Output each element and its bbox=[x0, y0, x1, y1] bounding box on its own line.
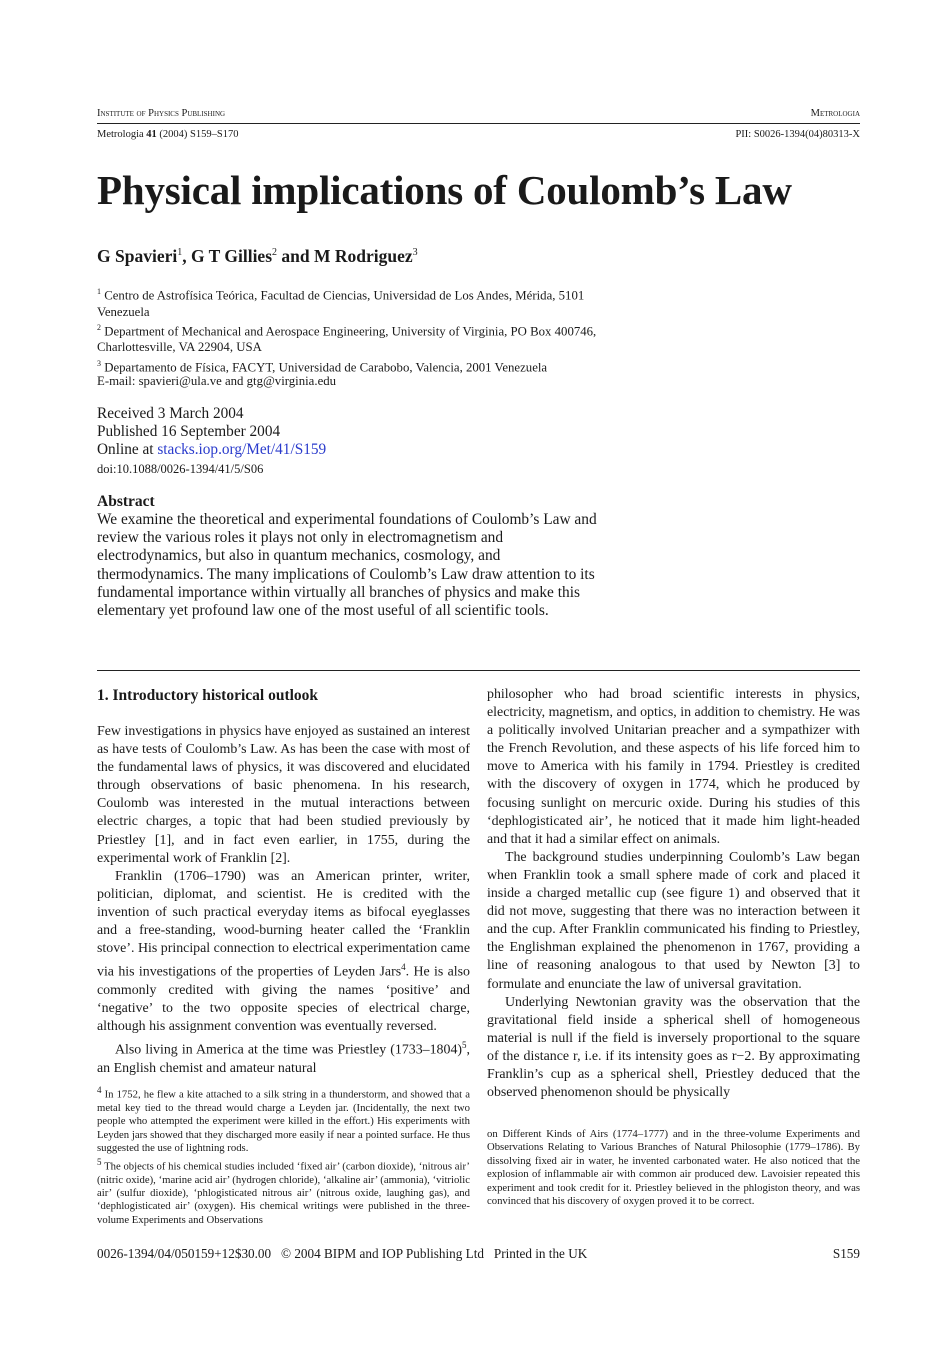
paragraph: Few investigations in physics have enjoyed as sustained an interest as have tests of Coulomb’s Law. As has been the case with most of the fundamental laws of physics, it was discovered and elucidated through observations of basic phenomena. In his research, Coulomb was interested in the mutual interactions between electric charges, a topic that had been studied previously by Priestley [1], and in fact even earlier, in 1755, during the experimental work of Franklin [2]. bbox=[97, 724, 470, 866]
abstract-text: We examine the theoretical and experimental foundations of Coulomb’s Law and review the various roles it plays not only in electromagnetism and electrodynamics, but also in quantum mechanics, cosmology, and thermodynamics. The many implications of Coulomb’s Law draw attention to its fundamental importance within virtually all branches of physics and make this elementary yet profound law one of the most useful of all scientific tools. bbox=[97, 511, 597, 620]
abstract-heading: Abstract bbox=[97, 493, 155, 510]
paragraph: Also living in America at the time was Priestley (1733–1804)$^5$, an English chemist and amateur natural bbox=[97, 1040, 470, 1076]
affiliation: $^1$ Centro de Astrofísica Teórica, Facultad de Ciencias, Universidad de Los Andes, Mérida, 5101 Venezuela bbox=[97, 287, 585, 319]
author-name: M Rodriguez bbox=[313, 246, 413, 266]
citation-volume: 41 bbox=[146, 129, 157, 140]
paragraph: Underlying Newtonian gravity was the observation that the gravitational field inside a spherical shell of homogeneous material is null if the field is inversely proportional to the square of the distance r, i.e. if its intensity goes as r−2. By approximating Franklin’s cup as a spherical shell, Priestley deduced that the observed phenomenon should be physically bbox=[487, 994, 860, 1101]
email-line: E-mail: spavieri@ula.ve and gtg@virginia.edu bbox=[97, 374, 337, 388]
footer-copyright: 0026-1394/04/050159+12$30.00 © 2004 BIPM and IOP Publishing Ltd Printed in the UK bbox=[97, 1246, 588, 1261]
paragraph: The background studies underpinning Coulomb’s Law began when Franklin took a small sphere made of cork and placed it inside a charged metallic cup (see figure 1) and observed that it did not move, suggesting that there was no interaction between it and the cup. After Franklin communicated his finding to Priestley, the Englishman explained the phenomenon in 1767, providing a line of reasoning analogous to that used by Newton [3] to formulate and enunciate the law of universal gravitation. bbox=[487, 849, 860, 992]
pii: PII: S0026-1394(04)80313-X bbox=[735, 129, 860, 140]
paragraph: philosopher who had broad scientific interests in physics, electricity, magnetism, and optics, in addition to chemistry. He was a politically involved Unitarian preacher and a sympathizer with the French Revolution, and these aspects of his life forced him to move to America with his family in 1794. Priestley is credited with the discovery of oxygen in 1774, which he produced by focusing sunlight on mercuric oxide. During his studies of this ‘dephlogisticated air’, he noticed that it made him light-headed and that it had a similar effect on animals. bbox=[487, 687, 860, 847]
affiliation: $^2$ Department of Mechanical and Aerospace Engineering, University of Virginia, PO Box 400746, Charlottesville, VA 22904, USA bbox=[97, 322, 597, 355]
section-heading: 1. Introductory historical outlook bbox=[97, 687, 319, 704]
journal-name: Metrologia bbox=[810, 108, 860, 119]
online-line: Online at stacks.iop.org/Met/41/S159 bbox=[97, 441, 327, 459]
footnotes-left bbox=[97, 1084, 470, 1227]
affiliation: $^3$ Departamento de Física, FACYT, Universidad de Carabobo, Valencia, 2001 Venezuela bbox=[97, 358, 548, 374]
footnotes-right bbox=[487, 1128, 860, 1208]
section-rule bbox=[97, 670, 860, 671]
received-date: Received 3 March 2004 bbox=[97, 405, 244, 422]
doi: doi:10.1088/0026-1394/41/5/S06 bbox=[97, 461, 264, 476]
paragraph: Franklin (1706–1790) was an American printer, writer, politician, diplomat, and scientist. He is credited with the invention of such practical everyday items as bifocal eyeglasses and a free-standing, wood-burning heater called the ‘Franklin stove’. His principal connection to electrical experimentation came via his investigations of the properties of Leyden Jars$^4$. He is also commonly credited with giving the names ‘positive’ and ‘negative’ to the two opposite species of electrical charge, although his assignment convention was eventually reversed. bbox=[97, 868, 470, 1035]
online-link[interactable]: stacks.iop.org/Met/41/S159 bbox=[157, 441, 327, 459]
footnote: $^5$ The objects of his chemical studies included ‘fixed air’ (carbon dioxide), ‘nitrous air’ (nitric oxide), ‘marine acid air’ (hydrogen chloride), ‘alkaline air’ (ammonia), ‘vitriolic air’ (sulfur dioxide), ‘phlogisticated nitrous air’ (nitrous oxide, laughing gas), and ‘dephlogisticated air’ (oxygen). His chemical writings were published in the three-volume Experiments and Observations bbox=[97, 1156, 470, 1226]
right-column bbox=[487, 686, 860, 1102]
published-date: Published 16 September 2004 bbox=[97, 423, 281, 441]
footnote-ref[interactable]: 4 bbox=[401, 962, 406, 973]
page-footer bbox=[97, 1246, 860, 1262]
author-name: G T Gillies bbox=[190, 246, 273, 266]
page-number: S159 bbox=[832, 1246, 860, 1261]
publication-dates bbox=[97, 405, 326, 478]
citation: Metrologia 41 (2004) S159–S170 bbox=[97, 129, 239, 140]
header-rule bbox=[97, 123, 860, 124]
footnote-ref[interactable]: 5 bbox=[462, 1040, 467, 1051]
authors: G Spavieri$^1$, G T Gillies$^2$ and M Rodriguez$^3$ bbox=[97, 246, 418, 266]
author-name: G Spavieri bbox=[97, 246, 178, 266]
footnote-continuation: on Different Kinds of Airs (1774–1777) and in the three-volume Experiments and Observations Relating to Various Branches of Natural Philosophie (1779–1786). By dissolving fixed air in water, he invented carbonated water. He also noticed that the explosion of inflammable air with common air produced dew. Lavoisier repeated this experiment and took credit for it. Priestley believed in the phlogiston theory, and was convinced that his discovery of oxygen proved it to be correct. bbox=[487, 1128, 860, 1208]
footnote: $^4$ In 1752, he flew a kite attached to a silk string in a thunderstorm, and showed that a metal key tied to the thread would charge a Leyden jar. (Incidentally, the next two people who attempted the experiment were killed in the effort.) His experiments with Leyden jars showed that they discharged more easily if near a pointed surface. He thus suggested the use of lightning rods. bbox=[97, 1085, 470, 1155]
page-title: Physical implications of Coulomb’s Law bbox=[97, 167, 792, 213]
affiliations bbox=[97, 284, 617, 375]
left-column bbox=[97, 686, 470, 1078]
publisher-name: Institute of Physics Publishing bbox=[97, 108, 226, 119]
